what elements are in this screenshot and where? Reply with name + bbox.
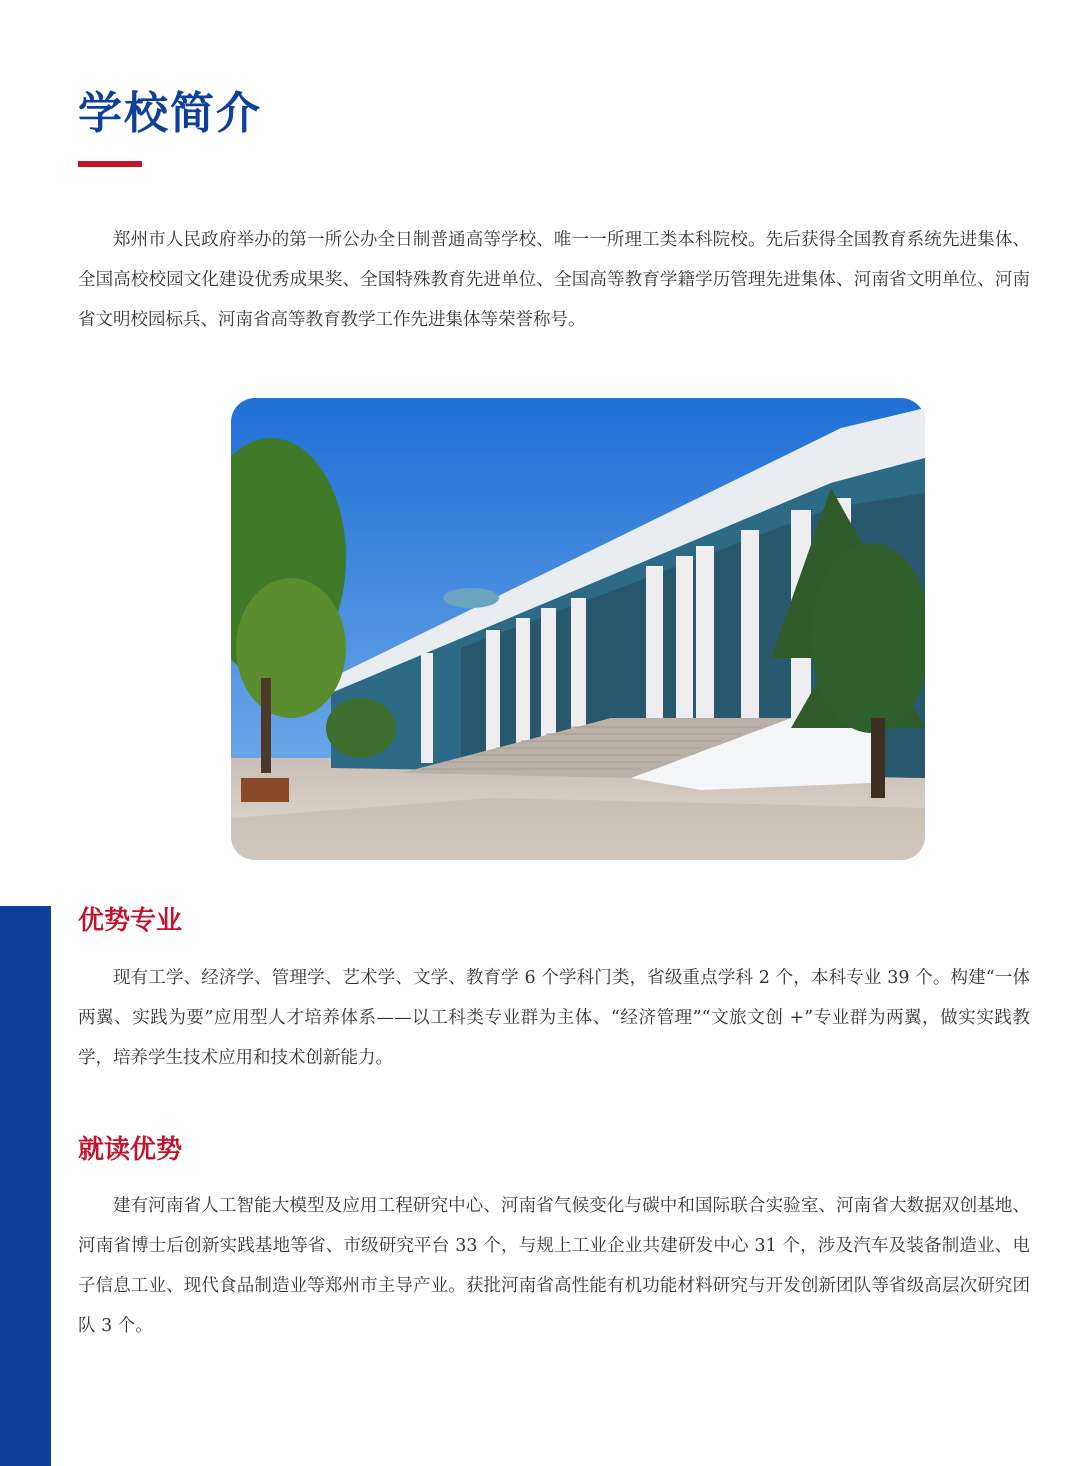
intro-paragraph: 郑州市人民政府举办的第一所公办全日制普通高等学校、唯一一所理工类本科院校。先后获得全国教育系统先进集体、全国高校校园文化建设优秀成果奖、全国特殊教育先进单位、全国高等教育学籍学历管理先进集体、河南省文明单位、河南省文明校园标兵、河南省高等教育教学工作先进集体等荣誉称号。 (78, 230, 1030, 330)
title-underline (78, 161, 142, 167)
section-body-majors: 现有工学、经济学、管理学、艺术学、文学、教育学 6 个学科门类，省级重点学科 2 个，本科专业 39 个。构建“一体两翼、实践为要”应用型人才培养体系——以工科类专业群为主体、“经济管理”“文旅文创 +”专业群为两翼，做实实践教学，培养学生技术应用和技术创新能力。 (78, 968, 1030, 1068)
section-body-advantages: 建有河南省人工智能大模型及应用工程研究中心、河南省气候变化与碳中和国际联合实验室、河南省大数据双创基地、河南省博士后创新实践基地等省、市级研究平台 33 个，与规上工业企业共建研发中心 31 个，涉及汽车及装备制造业、电子信息工业、现代食品制造业等郑州市主导产业。获批河南省高性能有机功能材料研究与开发创新团队等省级高层次研究团队 3 个。 (78, 1196, 1030, 1336)
section-heading-advantages: 就读优势 (78, 1135, 183, 1165)
page-title: 学校简介 (78, 88, 262, 139)
campus-building-photo (231, 398, 925, 860)
section-heading-majors: 优势专业 (78, 906, 183, 936)
side-accent-bar (0, 906, 51, 1466)
